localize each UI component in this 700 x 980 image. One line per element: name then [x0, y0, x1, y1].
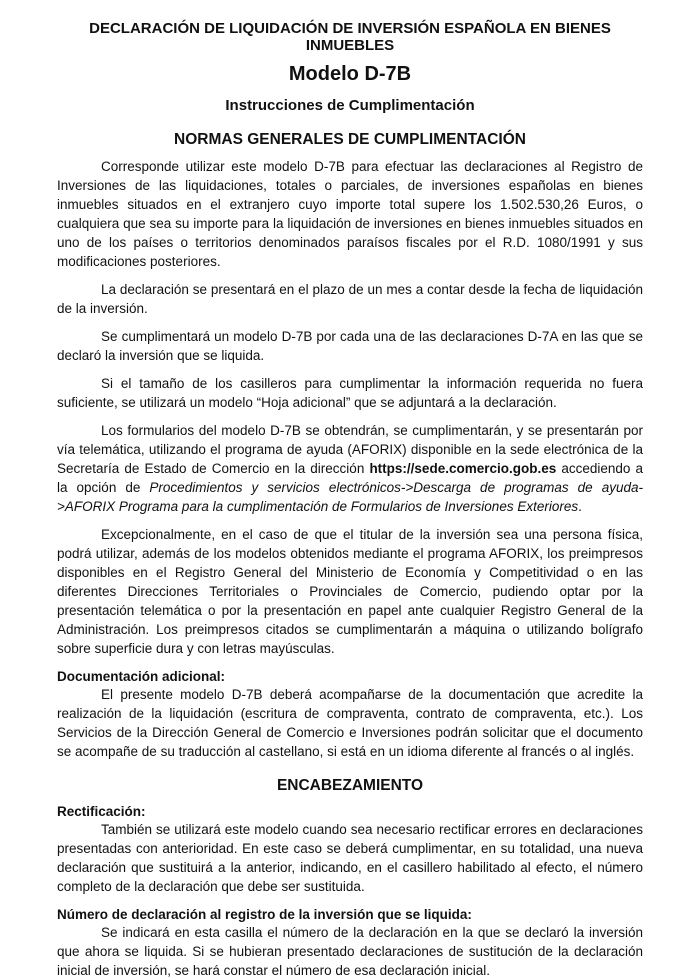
instructions-subtitle: Instrucciones de Cumplimentación: [225, 97, 475, 114]
section-heading-encabezamiento: ENCABEZAMIENTO: [276, 777, 424, 794]
section-heading-normas: NORMAS GENERALES DE CUMPLIMENTACIÓN: [174, 131, 526, 148]
telematic-text-a: Los formularios del modelo D-7B se obtendrán, se cumplimentarán, y se presentarán por vía telemática, utilizando el programa de ayuda (AFORIX) disponible en la sede electrónica de la Secretaría de Estado de Comercio en la dirección: [57, 423, 643, 476]
paragraph-exception: Excepcionalmente, en el caso de que el titular de la inversión sea una persona física, podrá utilizar, además de los modelos obtenidos mediante el programa AFORIX, los preimpresos disponibles en el Registro General del Ministerio de Economía y Competitividad o en las diferentes Direcciones Territoriales o Provinciales de Comercio, pudiendo optar por la presentación telemática o por la presentación en papel ante cualquier Registro General de la Administración. Los preimpresos citados se cumplimentarán a máquina o utilizando bolígrafo sobre superficie dura y con letras mayúsculas.: [57, 527, 643, 656]
menu-path-text: Procedimientos y servicios electrónicos->Descarga de programas de ayuda->AFORIX Programa para la cumplimentación de Formularios de Inversiones Exteriores: [57, 480, 643, 514]
telematic-text-b: accediendo a la opción de: [57, 461, 643, 495]
sede-url-link[interactable]: https://sede.comercio.gob.es: [369, 461, 557, 476]
paragraph-scope: Corresponde utilizar este modelo D-7B para efectuar las declaraciones al Registro de Inversiones de las liquidaciones, totales o parciales, de inversiones españolas en bienes inmuebles situados en el extranjero cuyo importe total supere los 1.502.530,26 Euros, o cualquiera que sea su importe para la liquidación de inversiones en bienes inmuebles situados en uno de los países o territorios denominados paraísos fiscales por el R.D. 1080/1991 y sus modificaciones posteriores.: [57, 159, 643, 269]
paragraph-one-per-declaration: Se cumplimentará un modelo D-7B por cada una de las declaraciones D-7A en las que se declaró la inversión que se liquida.: [57, 329, 643, 363]
paragraph-numero-declaracion: Se indicará en esta casilla el número de la declaración en la que se declaró la inversión que ahora se liquida. Si se hubieran presentado declaraciones de sustitución de la declaración inicial de inversión, se hará constar el número de esa declaración inicial.: [57, 925, 643, 978]
telematic-text-end: .: [578, 499, 582, 514]
label-rectificacion: Rectificación:: [57, 804, 146, 819]
paragraph-additional-sheet: Si el tamaño de los casilleros para cumplimentar la información requerida no fuera suficiente, se utilizará un modelo “Hoja adicional” que se adjuntará a la declaración.: [57, 376, 643, 410]
model-title: Modelo D-7B: [288, 63, 412, 85]
paragraph-documentacion: El presente modelo D-7B deberá acompañarse de la documentación que acredite la realización de la liquidación (escritura de compraventa, contrato de compraventa, etc.). Los Servicios de la Dirección General de Comercio e Inversiones podrán solicitar que el documento se acompañe de su traducción al castellano, si está en un idioma diferente al francés o al inglés.: [57, 687, 643, 759]
paragraph-deadline: La declaración se presentará en el plazo de un mes a contar desde la fecha de liquidación de la inversión.: [57, 282, 643, 316]
label-documentacion-adicional: Documentación adicional:: [57, 669, 226, 684]
paragraph-telematic: [57, 421, 643, 516]
document-title: DECLARACIÓN DE LIQUIDACIÓN DE INVERSIÓN ESPAÑOLA EN BIENES INMUEBLES: [89, 20, 611, 54]
label-numero-declaracion: Número de declaración al registro de la inversión que se liquida:: [57, 907, 472, 922]
paragraph-rectificacion: También se utilizará este modelo cuando sea necesario rectificar errores en declaraciones presentadas con anterioridad. En este caso se deberá cumplimentar, en su totalidad, una nueva declaración que sustituirá a la anterior, indicando, en el casillero habilitado al efecto, el número completo de la declaración que debe ser sustituida.: [57, 822, 643, 894]
